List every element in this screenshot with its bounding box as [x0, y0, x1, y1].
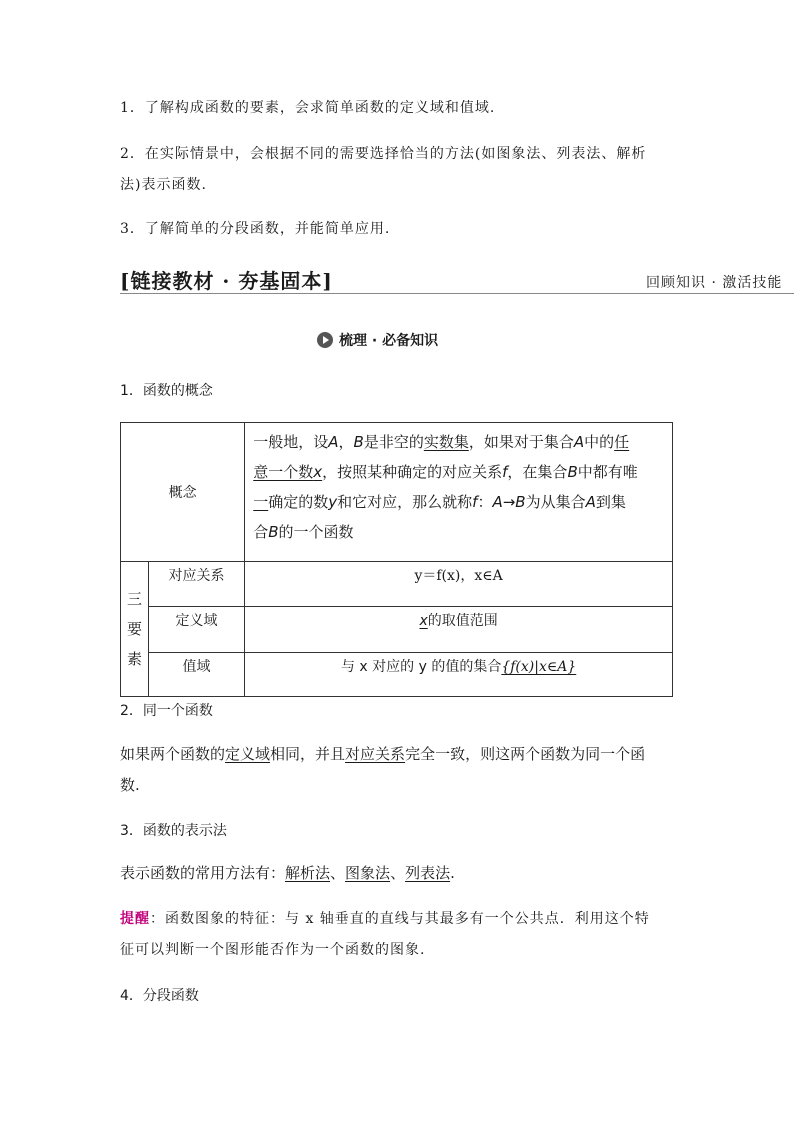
text-fragment: ，按照某种确定的对应关系	[322, 463, 503, 481]
concept-label: 概念	[121, 423, 245, 562]
heading-representation: 3．函数的表示法	[120, 823, 227, 839]
concept-definition	[245, 423, 673, 562]
section-title: [链接教材 · 夯基固本]	[120, 269, 333, 293]
heading-same-function: 2．同一个函数	[120, 703, 213, 719]
blank-table: 列表法	[405, 864, 451, 882]
heading-piecewise: 4．分段函数	[120, 988, 199, 1004]
blank-unique: 一	[253, 493, 269, 511]
var-f: f	[502, 463, 508, 481]
text-fragment: ：	[477, 493, 493, 511]
text-fragment: ，	[338, 433, 354, 451]
blank-correspondence: 对应关系	[345, 745, 406, 763]
row-label-correspondence: 对应关系	[148, 562, 244, 607]
table-row-domain	[121, 607, 673, 653]
blank-x: x	[419, 613, 428, 629]
text-fragment: 到集	[595, 493, 626, 511]
function-definition-table	[120, 422, 673, 697]
text-fragment: .	[450, 864, 455, 882]
text-fragment: 的取值范围	[427, 613, 498, 629]
text-fragment: 如果两个函数的	[120, 745, 226, 763]
text-fragment: 为从集合	[525, 493, 586, 511]
objective-3: 3．了解简单的分段函数，并能简单应用.	[120, 221, 391, 237]
row-value-correspondence: y＝f(x)，x∈A	[245, 562, 673, 607]
three-elements-char: 三	[126, 590, 142, 608]
same-function-line-1	[120, 743, 645, 764]
text-fragment: 与 x 对应的 y 的值的集合	[340, 659, 502, 675]
text-fragment: ，如果对于集合	[468, 433, 574, 451]
three-elements-cell	[121, 562, 149, 697]
subheading-text: 梳理 · 必备知识	[339, 333, 439, 349]
three-elements-char: 要	[126, 620, 142, 638]
tip-text: ：函数图象的特征：与 x 轴垂直的直线与其最多有一个公共点．利用这个特	[150, 911, 650, 927]
text-fragment: 中的	[584, 433, 615, 451]
blank-domain: 定义域	[225, 745, 271, 763]
row-value-domain	[245, 607, 673, 653]
text-fragment: 一般地，设	[253, 433, 329, 451]
set-a: A	[585, 493, 596, 511]
objective-2-line-1: 2．在实际情景中，会根据不同的需要选择恰当的方法(如图象法、列表法、解析	[120, 146, 647, 162]
table-row-concept	[121, 423, 673, 562]
text-fragment: 、	[330, 864, 346, 882]
blank-range-set: {f(x)|x∈A}	[501, 659, 577, 675]
tip-line-2: 征可以判断一个图形能否作为一个函数的图象.	[120, 942, 426, 958]
set-a: A	[492, 493, 503, 511]
three-elements-char: 素	[126, 650, 142, 668]
objective-2-line-2: 法)表示函数.	[120, 177, 207, 193]
text-fragment: ，在集合	[507, 463, 568, 481]
text-fragment: 确定的数	[268, 493, 329, 511]
var-x: x	[313, 463, 323, 481]
blank-any-part-1: 任	[614, 433, 630, 451]
text-fragment: 的一个函数	[278, 523, 354, 541]
section-divider	[120, 293, 794, 294]
set-a: A	[328, 433, 339, 451]
play-circle-icon	[317, 332, 333, 348]
heading-function-concept: 1．函数的概念	[120, 383, 213, 399]
row-label-range: 值域	[148, 653, 244, 697]
set-a: A	[573, 433, 585, 451]
tip-label: 提醒	[120, 911, 150, 927]
text-fragment: 完全一致，则这两个函数为同一个函	[405, 745, 646, 763]
blank-real-set: 实数集	[423, 433, 469, 451]
text-fragment: 中都有唯	[577, 463, 638, 481]
row-label-domain: 定义域	[148, 607, 244, 653]
table-row-range	[121, 653, 673, 697]
text-fragment: 是非空的	[363, 433, 424, 451]
tip-line-1	[120, 908, 650, 928]
text-fragment: 和它对应，那么就称	[337, 493, 473, 511]
objective-1: 1．了解构成函数的要素，会求简单函数的定义域和值域.	[120, 100, 496, 116]
text-fragment: 合	[253, 523, 269, 541]
arrow: →	[502, 493, 516, 511]
section-subtitle: 回顾知识 · 激活技能	[646, 275, 783, 291]
blank-any-part-2: 意一个数	[253, 463, 314, 481]
var-y: y	[328, 493, 338, 511]
table-row-correspondence	[121, 562, 673, 607]
var-f: f	[472, 493, 478, 511]
set-b: B	[567, 463, 578, 481]
text-fragment: 相同，并且	[270, 745, 346, 763]
blank-analytic: 解析法	[285, 864, 331, 882]
set-b: B	[268, 523, 279, 541]
row-value-range	[245, 653, 673, 697]
text-fragment: 、	[390, 864, 406, 882]
set-b: B	[353, 433, 364, 451]
same-function-line-2: 数.	[120, 776, 140, 794]
text-fragment: 表示函数的常用方法有：	[120, 864, 286, 882]
blank-graph: 图象法	[345, 864, 391, 882]
set-b: B	[515, 493, 526, 511]
subheading	[317, 330, 438, 350]
representation-line	[120, 862, 455, 883]
